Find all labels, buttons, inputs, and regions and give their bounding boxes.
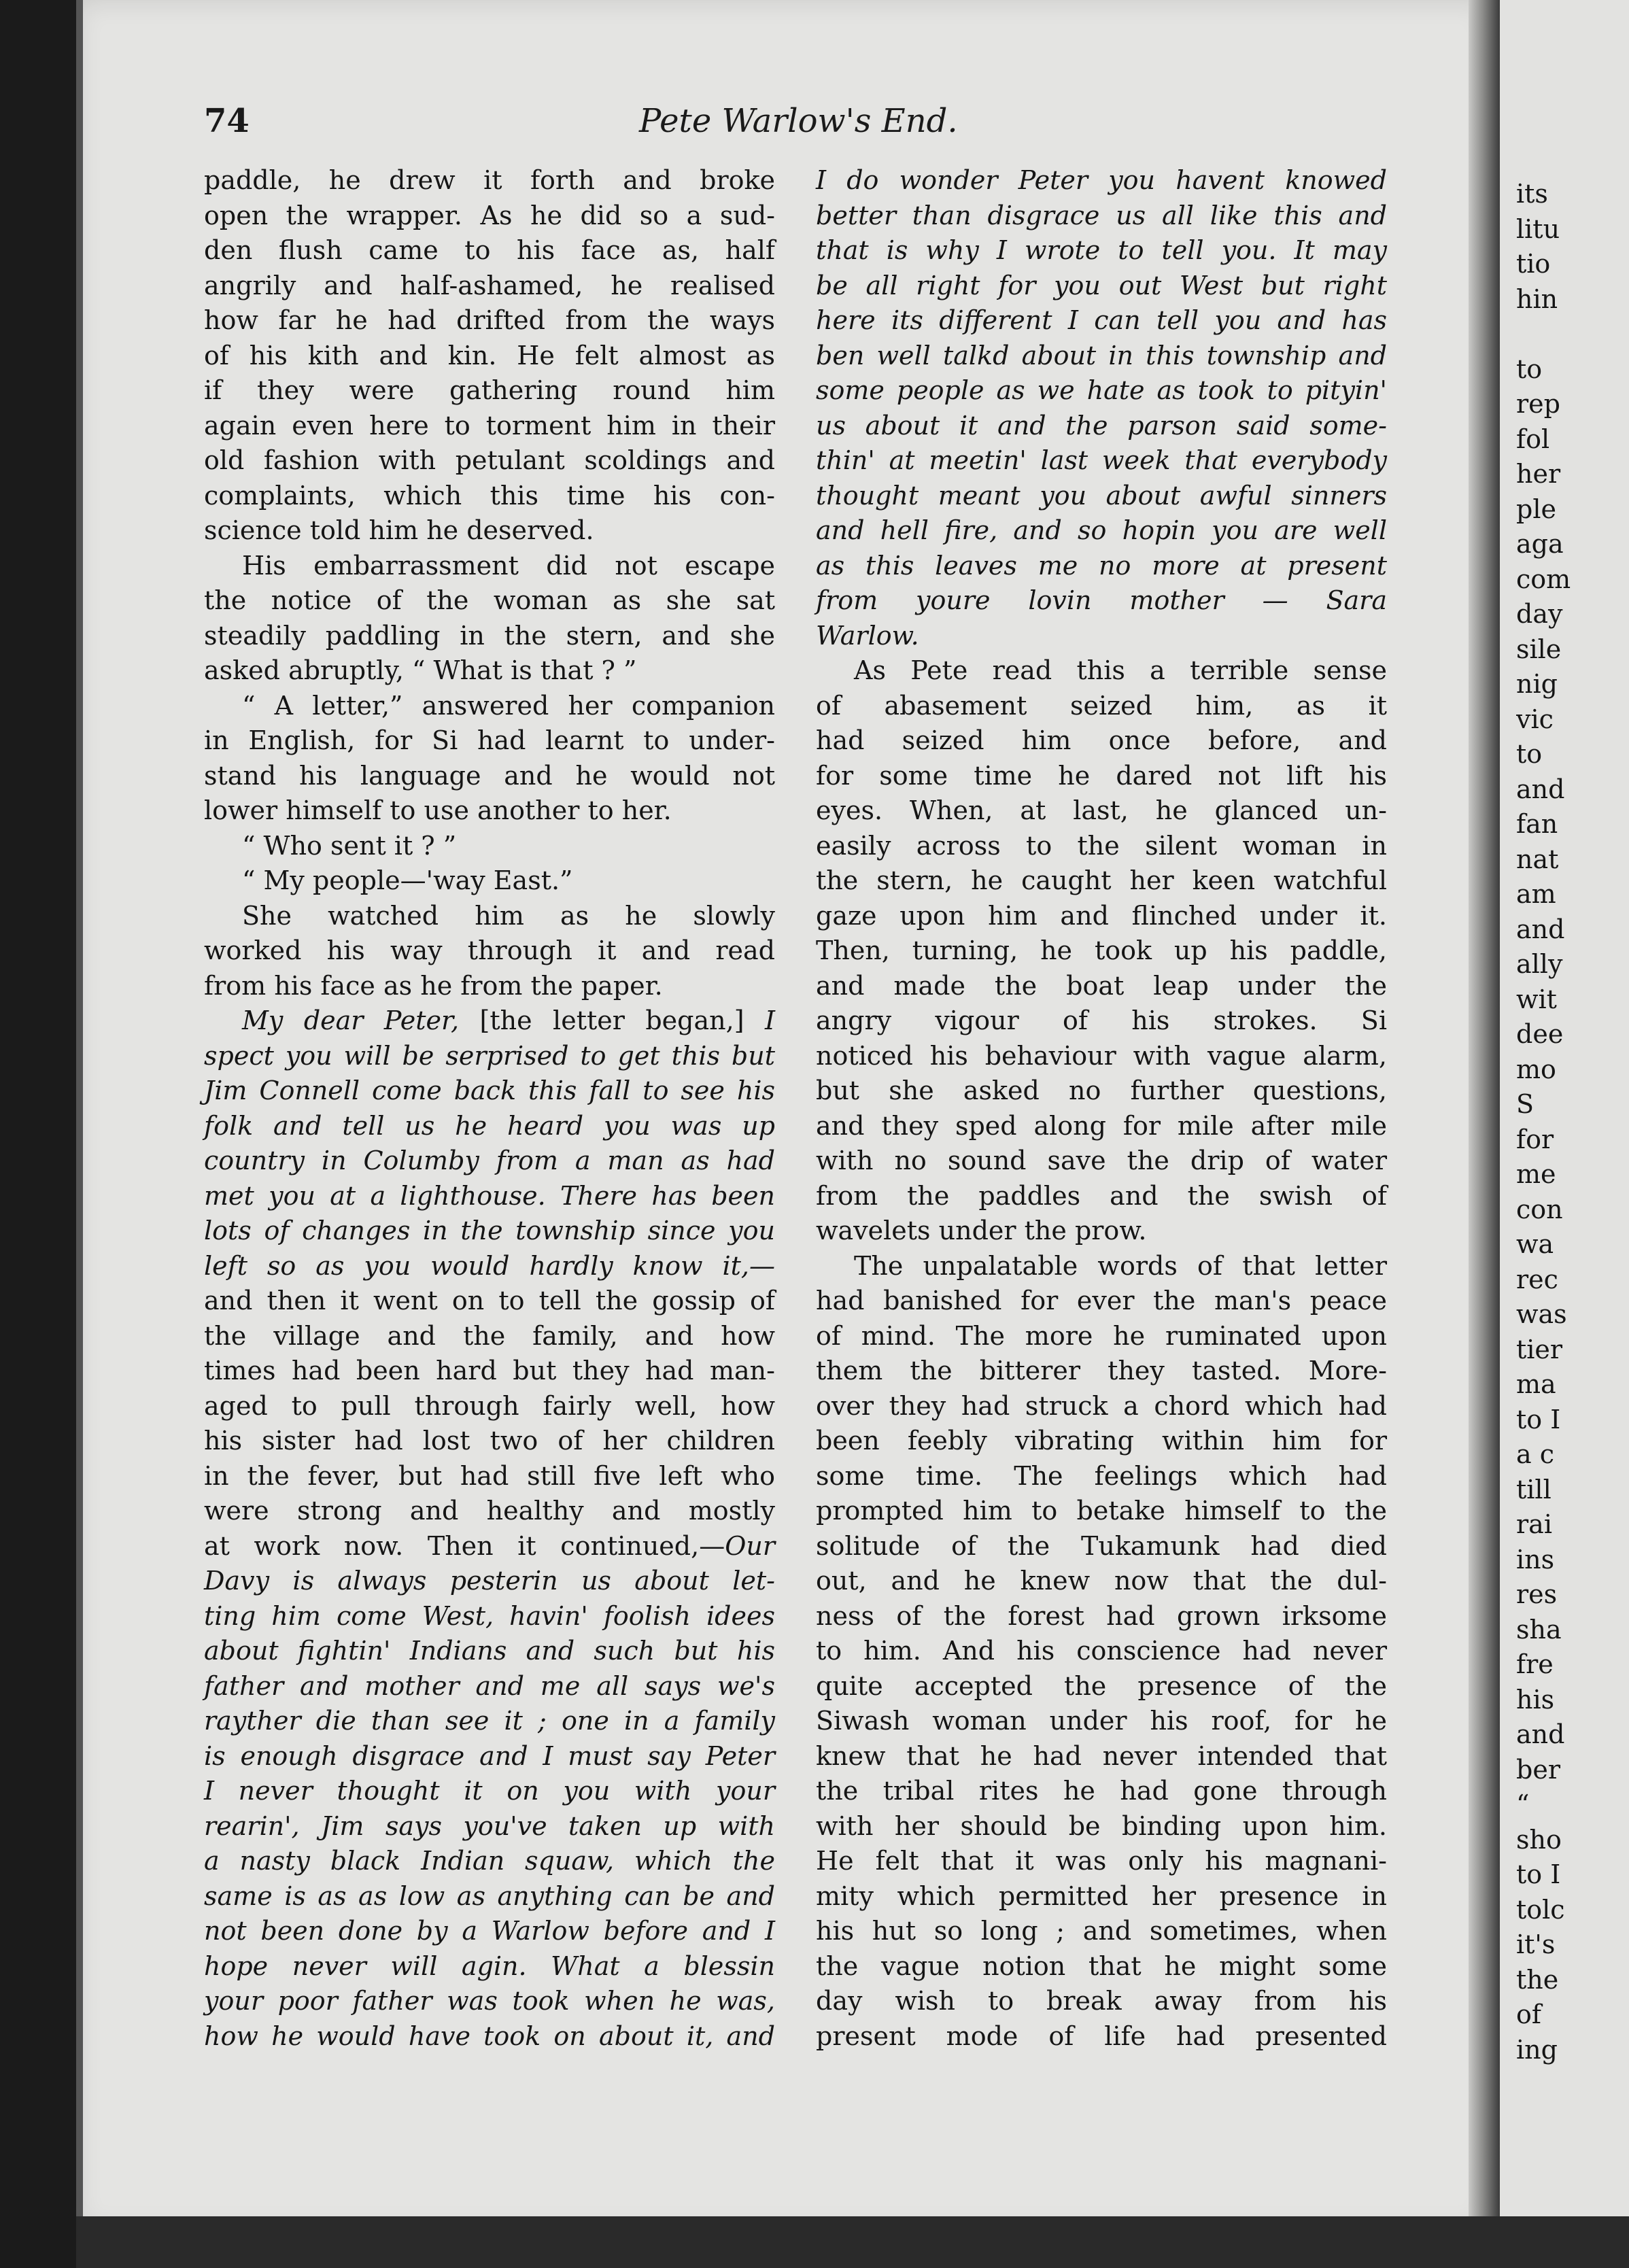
text-line: and hell fire, and so hopin you are well (816, 515, 1387, 545)
text-line: them the bitterer they tasted. More- (816, 1356, 1387, 1386)
text-line: your poor father was took when he was, (204, 1986, 775, 2016)
facing-page-line-fragment: litu (1516, 213, 1560, 244)
text-line: steadily paddling in the stern, and she (204, 620, 775, 651)
text-line: to him. And his conscience had never (816, 1636, 1387, 1666)
facing-page-line-fragment: rec (1516, 1264, 1558, 1294)
facing-page-line-fragment: was (1516, 1299, 1567, 1329)
text-line: had banished for ever the man's peace (816, 1286, 1387, 1316)
text-line: with no sound save the drip of water (816, 1146, 1387, 1175)
facing-page-line-fragment: to I (1516, 1859, 1561, 1889)
text-line: that is why I wrote to tell you. It may (816, 235, 1387, 265)
letter-text: Our (725, 1530, 775, 1561)
text-line: father and mother and me all says we's (204, 1670, 775, 1701)
facing-page-line-fragment: for (1516, 1124, 1554, 1154)
page-number: 74 (204, 102, 250, 140)
facing-page-line-fragment: con (1516, 1194, 1563, 1224)
text-line: Siwash woman under his roof, for he (816, 1706, 1387, 1736)
text-line: here its different I can tell you and has (816, 305, 1387, 335)
text-line: country in Columby from a man as had (204, 1146, 775, 1175)
text-line: for some time he dared not lift his (816, 760, 1387, 791)
text-line: Then, turning, he took up his paddle, (816, 935, 1387, 965)
text-line: of his kith and kin. He felt almost as (204, 340, 775, 371)
facing-page-line-fragment: her (1516, 459, 1561, 489)
page-left-edge (76, 0, 83, 2230)
text-line: how he would have took on about it, and (204, 2021, 775, 2051)
facing-page-line-fragment: to I (1516, 1404, 1561, 1434)
text-line: same is as as low as anything can be and (204, 1880, 775, 1911)
text-line: been feebly vibrating within him for (816, 1426, 1387, 1456)
facing-page-line-fragment: to (1516, 739, 1543, 769)
scan-bottom-edge (76, 2216, 1629, 2268)
facing-page-line-fragment: till (1516, 1474, 1551, 1505)
facing-page-line-fragment: nig (1516, 669, 1558, 699)
text-line: folk and tell us he heard you was up (204, 1110, 775, 1141)
text-line: left so as you would hardly know it,— (204, 1250, 775, 1281)
text-line: eyes. When, at last, he glanced un- (816, 795, 1387, 825)
text-line: the stern, he caught her keen watchful (816, 865, 1387, 895)
facing-page-line-fragment: a c (1516, 1439, 1555, 1469)
facing-page-line-fragment: hin (1516, 284, 1558, 314)
text-line: knew that he had never intended that (816, 1740, 1387, 1771)
facing-page-line-fragment: his (1516, 1684, 1555, 1715)
facing-page-line-fragment: and (1516, 1719, 1565, 1749)
facing-page-line-fragment: sho (1516, 1824, 1562, 1855)
facing-page-line-fragment: tio (1516, 249, 1551, 279)
letter-salutation: My dear Peter, (242, 1006, 460, 1035)
text-line: had seized him once before, and (816, 725, 1387, 755)
text-line: and made the boat leap under the (816, 970, 1387, 1001)
facing-page-line-fragment: wa (1516, 1229, 1554, 1259)
text-line: open the wrapper. As he did so a sud- (204, 200, 775, 230)
text-line: “ Who sent it ? ” (242, 830, 457, 861)
text-line: science told him he deserved. (204, 515, 594, 545)
facing-page-line-fragment: its (1516, 179, 1548, 209)
facing-page-line-fragment: rep (1516, 389, 1560, 419)
text-line (204, 1529, 775, 1564)
text-line: the village and the family, and how (204, 1320, 775, 1351)
text-line: the vague notion that he might some (816, 1951, 1387, 1981)
facing-page-line-fragment: wit (1516, 984, 1557, 1014)
page-header (204, 102, 1407, 156)
facing-page-text-fragments (1516, 177, 1629, 2067)
text-line: as this leaves me no more at present (816, 550, 1387, 581)
text-line: rayther die than see it ; one in a family (204, 1706, 775, 1736)
text-line: better than disgrace us all like this and (816, 200, 1387, 230)
text-line: from the paddles and the swish of (816, 1180, 1387, 1211)
text-line: from youre lovin mother — Sara (816, 585, 1387, 615)
facing-page-line-fragment: mo (1516, 1054, 1556, 1084)
text-line: spect you will be serprised to get this but (204, 1040, 775, 1071)
letter-aside: [the letter began,] (459, 1006, 765, 1035)
text-line: easily across to the silent woman in (816, 830, 1387, 861)
facing-page-line-fragment: dee (1516, 1019, 1564, 1049)
text-line: a nasty black Indian squaw, which the (204, 1846, 775, 1876)
book-gutter (1469, 0, 1500, 2223)
text-line: met you at a lighthouse. There has been (204, 1180, 775, 1211)
text-line: over they had struck a chord which had (816, 1390, 1387, 1421)
text-line: if they were gathering round him (204, 375, 775, 405)
text-line: paddle, he drew it forth and broke (204, 165, 775, 195)
text-line: from his face as he from the paper. (204, 970, 663, 1001)
text-line: worked his way through it and read (204, 935, 775, 965)
facing-page-line-fragment: it's (1516, 1929, 1556, 1959)
text-line: As Pete read this a terrible sense (854, 655, 1387, 685)
text-line: complaints, which this time his con- (204, 480, 775, 511)
text-line: Davy is always pesterin us about let- (204, 1566, 775, 1596)
facing-page-line-fragment: ple (1516, 494, 1556, 524)
text-line: of abasement seized him, as it (816, 690, 1387, 721)
facing-page-line-fragment: ally (1516, 949, 1563, 979)
facing-page-line-fragment (1516, 317, 1629, 352)
facing-page-line-fragment: ber (1516, 1754, 1560, 1785)
text-line: The unpalatable words of that letter (854, 1250, 1387, 1281)
text-line: den flush came to his face as, half (204, 235, 775, 265)
text-line: is enough disgrace and I must say Peter (204, 1740, 775, 1771)
facing-page-line-fragment: to (1516, 354, 1543, 384)
text-line: aged to pull through fairly well, how (204, 1390, 775, 1421)
left-text-column (204, 163, 775, 2054)
text-line: angrily and half-ashamed, he realised (204, 270, 775, 300)
facing-page-line-fragment: S (1516, 1089, 1534, 1119)
facing-page-line-fragment: com (1516, 564, 1571, 594)
text-line: out, and he knew now that the dul- (816, 1566, 1387, 1596)
facing-page-line-fragment: sha (1516, 1614, 1562, 1645)
text-line: his hut so long ; and sometimes, when (816, 1916, 1387, 1946)
text-line: in English, for Si had learnt to under- (204, 725, 775, 755)
text-line: some time. The feelings which had (816, 1460, 1387, 1491)
facing-page-line-fragment: the (1516, 1964, 1559, 1995)
text-line: us about it and the parson said some- (816, 410, 1387, 441)
text-line: were strong and healthy and mostly (204, 1496, 775, 1526)
facing-page-line-fragment: vic (1516, 704, 1554, 734)
facing-page-line-fragment: aga (1516, 529, 1564, 559)
text-line: Warlow. (816, 620, 919, 651)
facing-page-line-fragment: and (1516, 774, 1565, 804)
facing-page-line-fragment: ing (1516, 2034, 1558, 2065)
text-line: rearin', Jim says you've taken up with (204, 1810, 775, 1841)
text-line: day wish to break away from his (816, 1986, 1387, 2016)
text-line: old fashion with petulant scoldings and (204, 445, 775, 475)
facing-page-line-fragment: ins (1516, 1544, 1555, 1575)
text-line: asked abruptly, “ What is that ? ” (204, 655, 637, 685)
facing-page-line-fragment: fol (1516, 424, 1550, 454)
narration-text: at work now. Then it continued,— (204, 1530, 725, 1561)
text-line: about fightin' Indians and such but his (204, 1636, 775, 1666)
text-line: ting him come West, havin' foolish idees (204, 1600, 775, 1631)
text-line: the tribal rites he had gone through (816, 1776, 1387, 1806)
text-line: and they sped along for mile after mile (816, 1110, 1387, 1141)
facing-page-line-fragment: tolc (1516, 1894, 1565, 1925)
facing-page-line-fragment: rai (1516, 1509, 1552, 1539)
text-line: lots of changes in the township since you (204, 1216, 775, 1245)
text-line: lower himself to use another to her. (204, 795, 672, 825)
facing-page-line-fragment: tier (1516, 1334, 1563, 1364)
text-line: with her should be binding upon him. (816, 1810, 1387, 1841)
running-title: Pete Warlow's End. (639, 102, 958, 140)
text-line: his sister had lost two of her children (204, 1426, 775, 1456)
letter-start: I (764, 1006, 775, 1035)
text-line: thin' at meetin' last week that everybody (816, 445, 1387, 475)
facing-page-line-fragment: sile (1516, 634, 1562, 664)
text-line: gaze upon him and flinched under it. (816, 900, 1387, 931)
text-line: hope never will agin. What a blessin (204, 1951, 775, 1981)
facing-page-line-fragment: nat (1516, 844, 1559, 874)
text-line: quite accepted the presence of the (816, 1670, 1387, 1701)
text-line: the notice of the woman as she sat (204, 585, 775, 615)
text-line: be all right for you out West but right (816, 270, 1387, 300)
text-line: thought meant you about awful sinners (816, 480, 1387, 511)
text-line: I never thought it on you with your (204, 1776, 775, 1806)
text-line: present mode of life had presented (816, 2021, 1387, 2051)
text-line: of mind. The more he ruminated upon (816, 1320, 1387, 1351)
facing-page-line-fragment: fan (1516, 809, 1558, 839)
text-line: prompted him to betake himself to the (816, 1496, 1387, 1526)
facing-page-line-fragment: of (1516, 1999, 1541, 2029)
text-line: in the fever, but had still five left who (204, 1460, 775, 1491)
text-line: some people as we hate as took to pityin' (816, 375, 1387, 405)
text-line: but she asked no further questions, (816, 1076, 1387, 1105)
facing-page-line-fragment: am (1516, 879, 1556, 909)
facing-page-line-fragment: and (1516, 914, 1565, 944)
text-line: not been done by a Warlow before and I (204, 1916, 775, 1946)
text-line: “ A letter,” answered her companion (242, 690, 775, 721)
text-line: ness of the forest had grown irksome (816, 1600, 1387, 1631)
facing-page-line-fragment: “ (1516, 1789, 1530, 1819)
text-line: ben well talkd about in this township and (816, 340, 1387, 371)
text-line: I do wonder Peter you havent knowed (816, 165, 1387, 195)
text-line: Jim Connell come back this fall to see his (204, 1076, 775, 1105)
facing-page-line-fragment: res (1516, 1579, 1558, 1609)
text-line: His embarrassment did not escape (242, 550, 775, 581)
text-line: He felt that it was only his magnani- (816, 1846, 1387, 1876)
text-line: how far he had drifted from the ways (204, 305, 775, 335)
text-line: again even here to torment him in their (204, 410, 775, 441)
right-text-column (816, 163, 1387, 2054)
text-line (204, 1003, 775, 1039)
text-line: wavelets under the prow. (816, 1216, 1147, 1245)
facing-page-line-fragment: day (1516, 599, 1563, 629)
facing-page-line-fragment: me (1516, 1159, 1556, 1189)
text-line: solitude of the Tukamunk had died (816, 1530, 1387, 1561)
text-line: and then it went on to tell the gossip of (204, 1286, 775, 1316)
text-line: She watched him as he slowly (242, 900, 775, 931)
text-line: “ My people—'way East.” (242, 865, 573, 895)
facing-page-line-fragment: fre (1516, 1649, 1554, 1679)
text-line: noticed his behaviour with vague alarm, (816, 1040, 1387, 1071)
facing-page-line-fragment: ma (1516, 1369, 1556, 1399)
text-line: times had been hard but they had man- (204, 1356, 775, 1386)
text-line: stand his language and he would not (204, 760, 775, 791)
text-line: mity which permitted her presence in (816, 1880, 1387, 1911)
text-line: angry vigour of his strokes. Si (816, 1006, 1387, 1035)
